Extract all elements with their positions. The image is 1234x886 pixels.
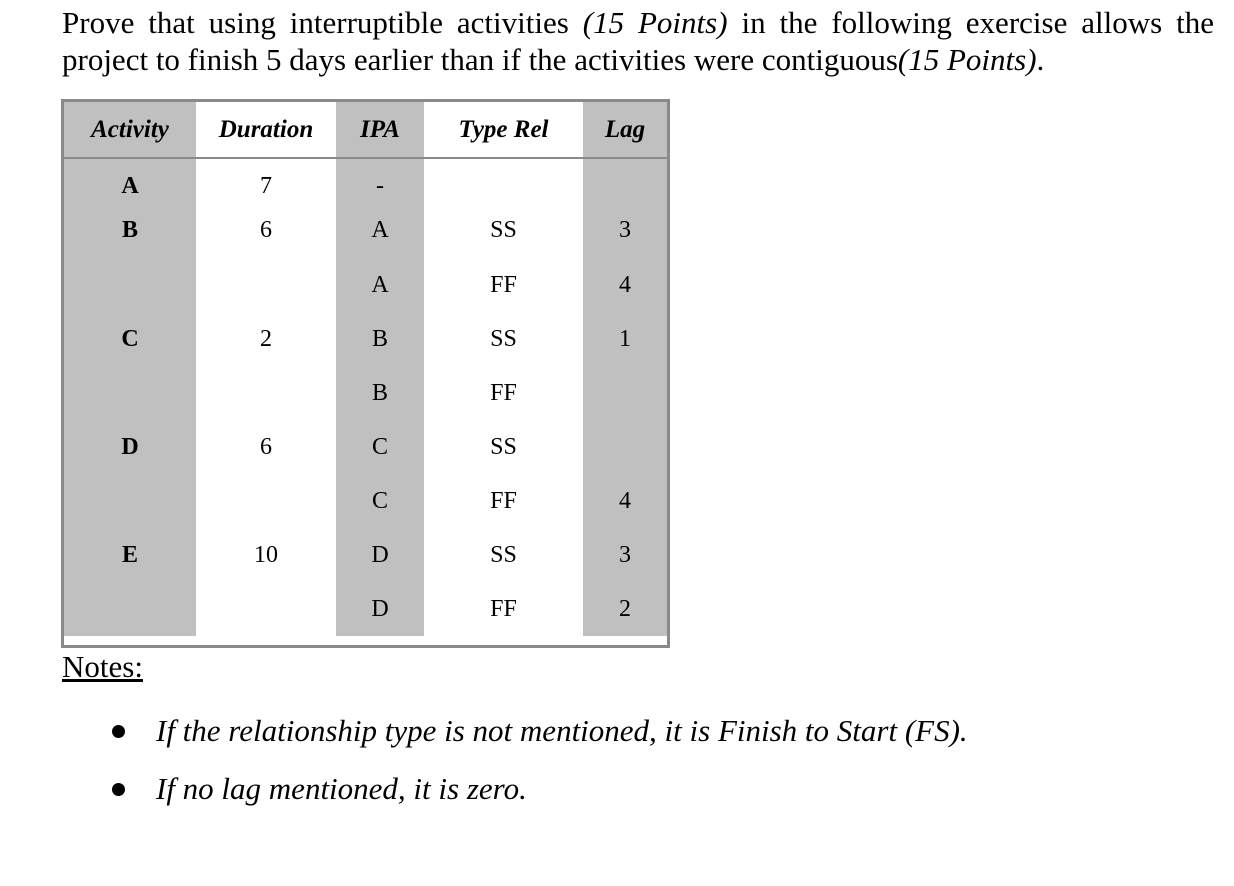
table-row — [64, 258, 667, 312]
header-type-rel: Type Rel — [424, 102, 583, 158]
cell-lag: 2 — [583, 582, 667, 636]
cell-ipa: B — [336, 366, 424, 420]
header-lag: Lag — [583, 102, 667, 158]
cell-type-rel: FF — [424, 582, 583, 636]
cell-type-rel: SS — [424, 312, 583, 366]
table-row — [64, 312, 667, 366]
question-points-2: (15 Points) — [897, 42, 1037, 77]
cell-duration — [196, 474, 336, 528]
notes-label: Notes: — [62, 649, 143, 684]
cell-type-rel: SS — [424, 528, 583, 582]
cell-ipa: C — [336, 420, 424, 474]
cell-activity: E — [64, 528, 196, 582]
cell-type-rel: FF — [424, 474, 583, 528]
header-duration: Duration — [196, 102, 336, 158]
table-row — [64, 366, 667, 420]
cell-activity: D — [64, 420, 196, 474]
cell-lag: 4 — [583, 474, 667, 528]
cell-ipa: D — [336, 528, 424, 582]
table-header-row — [64, 102, 667, 158]
cell-lag: 3 — [583, 213, 667, 258]
question-part-1: Prove that using interruptible activities — [62, 5, 583, 40]
cell-ipa: A — [336, 213, 424, 258]
cell-ipa: A — [336, 258, 424, 312]
cell-ipa: D — [336, 582, 424, 636]
cell-type-rel: FF — [424, 366, 583, 420]
table-row — [64, 474, 667, 528]
cell-type-rel: SS — [424, 213, 583, 258]
activity-table-frame — [61, 99, 670, 648]
cell-activity: C — [64, 312, 196, 366]
cell-activity — [64, 474, 196, 528]
bullet-icon — [112, 783, 125, 796]
cell-duration: 2 — [196, 312, 336, 366]
cell-activity — [64, 258, 196, 312]
cell-activity — [64, 582, 196, 636]
question-points-1: (15 Points) — [582, 5, 728, 40]
bullet-icon — [112, 725, 125, 738]
cell-lag — [583, 420, 667, 474]
table-row — [64, 158, 667, 213]
cell-duration: 10 — [196, 528, 336, 582]
cell-lag: 4 — [583, 258, 667, 312]
cell-duration — [196, 582, 336, 636]
cell-type-rel — [424, 158, 583, 213]
cell-duration — [196, 366, 336, 420]
cell-duration: 7 — [196, 158, 336, 213]
activity-table — [64, 102, 667, 636]
cell-ipa: C — [336, 474, 424, 528]
question-part-2: in the following exercise allows the project to finish 5 days earlier than if the activities were contiguous — [62, 5, 1214, 77]
cell-type-rel: SS — [424, 420, 583, 474]
header-activity: Activity — [64, 102, 196, 158]
question-text — [62, 4, 1214, 78]
cell-activity: B — [64, 213, 196, 258]
cell-ipa: B — [336, 312, 424, 366]
cell-activity: A — [64, 158, 196, 213]
cell-lag — [583, 158, 667, 213]
cell-duration: 6 — [196, 213, 336, 258]
header-ipa: IPA — [336, 102, 424, 158]
table-row — [64, 213, 667, 258]
cell-lag: 1 — [583, 312, 667, 366]
cell-lag: 3 — [583, 528, 667, 582]
cell-ipa: - — [336, 158, 424, 213]
question-part-3: . — [1036, 42, 1045, 77]
cell-duration: 6 — [196, 420, 336, 474]
cell-lag — [583, 366, 667, 420]
table-row — [64, 582, 667, 636]
cell-duration — [196, 258, 336, 312]
cell-activity — [64, 366, 196, 420]
cell-type-rel: FF — [424, 258, 583, 312]
note-text: If the relationship type is not mentioned, it is Finish to Start (FS). — [156, 713, 968, 748]
note-text: If no lag mentioned, it is zero. — [156, 771, 527, 806]
table-row — [64, 528, 667, 582]
table-row — [64, 420, 667, 474]
